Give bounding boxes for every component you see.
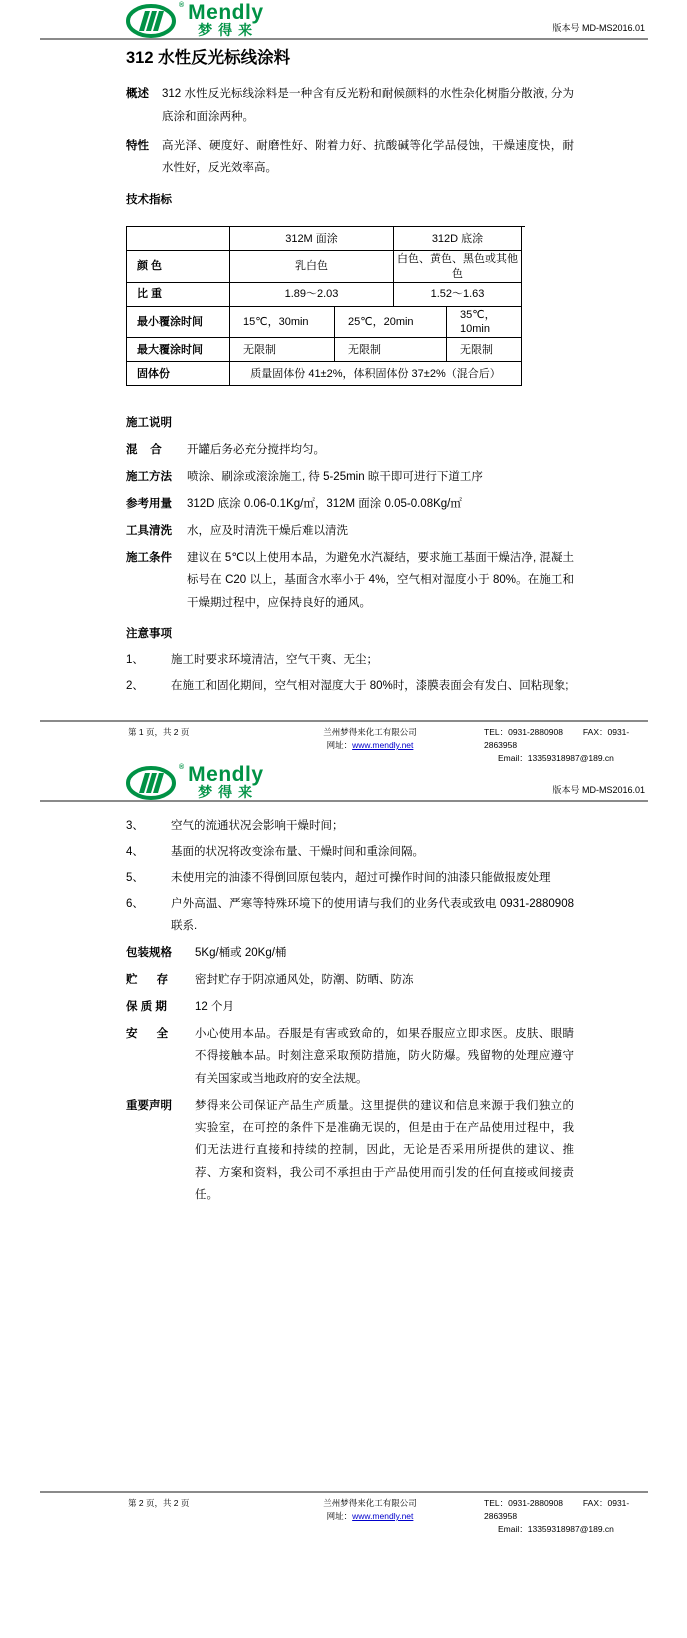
page-header <box>0 758 687 800</box>
packaging-row: 包装规格 5Kg/桶或 20Kg/桶 <box>126 947 287 960</box>
registered-trademark-icon: ® <box>179 2 185 9</box>
note-item-3: 3、 空气的流通状况会影响干燥时间； <box>126 820 344 832</box>
version-label: 版本号 MD-MS2016.01 <box>552 785 645 796</box>
brand-name-cn: 梦得来 <box>198 784 259 800</box>
overview-text: 312 水性反光标线涂料是一种含有反光粉和耐候颜料的水性杂化树脂分散液, 分为底涂和面涂两种。 <box>162 88 574 123</box>
page-2 <box>0 758 687 1638</box>
table-row-color: 颜 色 乳白色 白色、黄色、黑色或其他色 <box>127 251 525 283</box>
construction-item-mix: 混 合 开罐后务必充分搅拌均匀。 <box>126 444 325 457</box>
tech-spec-table <box>126 226 525 386</box>
email: Email：13359318987@189.cn <box>498 1524 614 1535</box>
brand-name-en: Mendly <box>188 1 264 24</box>
website-line: 网址：www.mendly.net <box>326 740 414 751</box>
tech-heading: 技术指标 <box>126 193 172 206</box>
fax: FAX：0931-2863958 <box>484 727 630 751</box>
tel-fax-line <box>484 1497 639 1523</box>
shelf-life-row: 保 质 期 12 个月 <box>126 1000 234 1013</box>
page-header <box>0 0 687 38</box>
note-item-1: 1、 施工时要求环境清洁，空气干爽、无尘； <box>126 654 378 667</box>
safety-row: 安 全 小心使用本品。吞服是有害或致命的，如果吞服应立即求医。皮肤、眼睛不得接触本品。时刻注意采取预防措施，防火防爆。残留物的处理应遵守有关国家或当地政府的安全法规。 <box>126 1027 574 1085</box>
feature-text: 高光泽、硬度好、耐磨性好、附着力好、抗酸碱等化学品侵蚀，干燥速度快，耐水性好，反光效率高。 <box>162 139 574 175</box>
storage-row: 贮 存 密封贮存于阴凉通风处，防潮、防晒、防冻 <box>126 974 414 987</box>
note-item-2: 2、 在施工和固化期间，空气相对湿度大于 80%时，漆膜表面会有发白、回粘现象; <box>126 680 569 693</box>
footer-divider <box>40 720 648 722</box>
brand-logo <box>126 2 264 46</box>
page2-footer <box>0 1491 687 1537</box>
website-line: 网址：www.mendly.net <box>326 1511 414 1522</box>
page1-content <box>126 47 574 698</box>
overview-row <box>126 83 574 128</box>
tel: TEL：0931-2880908 <box>484 727 563 737</box>
mendly-ellipse-logo-icon <box>126 4 178 46</box>
note-item-6: 6、 户外高温、严寒等特殊环境下的使用请与我们的业务代表或致电 0931-2880908 联系. <box>126 897 574 933</box>
table-row-min-recoat: 最小覆涂时间 15℃，30min 25℃，20min 35℃，10min <box>127 307 525 339</box>
feature-row <box>126 135 574 180</box>
registered-trademark-icon: ® <box>179 764 185 771</box>
table-row-gravity: 比 重 1.89～2.03 1.52～1.63 <box>127 283 525 307</box>
brand-text <box>188 764 263 800</box>
page-number: 第 2 页，共 2 页 <box>128 1498 190 1508</box>
company-name: 兰州梦得来化工有限公司 <box>323 727 417 737</box>
page2-content <box>126 815 574 1207</box>
company-name: 兰州梦得来化工有限公司 <box>323 1498 417 1508</box>
website-link[interactable]: www.mendly.net <box>352 740 414 751</box>
table-header-row <box>127 227 525 251</box>
brand-name-cn: 梦得来 <box>198 22 259 38</box>
fax: FAX：0931-2863958 <box>484 1498 630 1522</box>
col-basecoat: 312D 底涂 <box>394 227 522 251</box>
tel: TEL：0931-2880908 <box>484 1498 563 1508</box>
overview-label: 概述 <box>126 88 149 101</box>
disclaimer-row: 重要声明 梦得来公司保证产品生产质量。这里提供的建议和信息来源于我们独立的实验室，在可控的条件下是准确无误的，但是由于在产品使用过程中，我们无法进行直接和持续的控制，因此，无论是否采用所提供的建议、推荐、方案和资料，我公司不承担由于产品使用而引发的任何直接或间接责任。 <box>126 1099 574 1202</box>
col-topcoat: 312M 面涂 <box>230 227 394 251</box>
email: Email：13359318987@189.cn <box>498 753 614 764</box>
note-item-4: 4、 基面的状况将改变涂布量、干燥时间和重涂间隔。 <box>126 845 424 858</box>
notes-heading: 注意事项 <box>126 628 172 641</box>
table-corner-cell <box>127 227 230 251</box>
brand-text <box>188 2 263 38</box>
website-link[interactable]: www.mendly.net <box>352 1511 414 1522</box>
tel-fax-line <box>484 726 639 752</box>
construction-heading: 施工说明 <box>126 417 172 430</box>
brand-logo <box>126 764 264 808</box>
table-row-max-recoat: 最大覆涂时间 无限制 无限制 无限制 <box>127 338 525 362</box>
footer-divider <box>40 1491 648 1493</box>
page-number: 第 1 页，共 2 页 <box>128 727 190 737</box>
note-item-5: 5、 未使用完的油漆不得倒回原包装内，超过可操作时间的油漆只能做报废处理 <box>126 871 551 884</box>
construction-item-conditions: 施工条件 建议在 5℃以上使用本品，为避免水汽凝结，要求施工基面干燥洁净, 混凝土标号在 C20 以上，基面含水率小于 4%，空气相对湿度小于 80%。在施工和干燥期过程中，应保持良好的通风。 <box>126 552 574 609</box>
construction-item-cleaning: 工具清洗 水，应及时清洗干燥后难以清洗 <box>126 525 348 538</box>
construction-item-method: 施工方法 喷涂、刷涂或滚涂施工, 待 5-25min 晾干即可进行下道工序 <box>126 471 483 484</box>
feature-label: 特性 <box>126 139 149 152</box>
version-label: 版本号 MD-MS2016.01 <box>552 23 645 34</box>
page2-items <box>126 942 574 1207</box>
construction-item-usage: 参考用量 312D 底涂 0.06-0.1Kg/㎡，312M 面涂 0.05-0.08Kg/㎡ <box>126 498 462 511</box>
brand-name-en: Mendly <box>188 763 264 786</box>
mendly-ellipse-logo-icon <box>126 766 178 808</box>
page-title: 312 水性反光标线涂料 <box>126 49 291 67</box>
table-row-solids: 固体份 质量固体份 41±2%，体积固体份 37±2%（混合后） <box>127 362 525 386</box>
page-1 <box>0 0 687 764</box>
